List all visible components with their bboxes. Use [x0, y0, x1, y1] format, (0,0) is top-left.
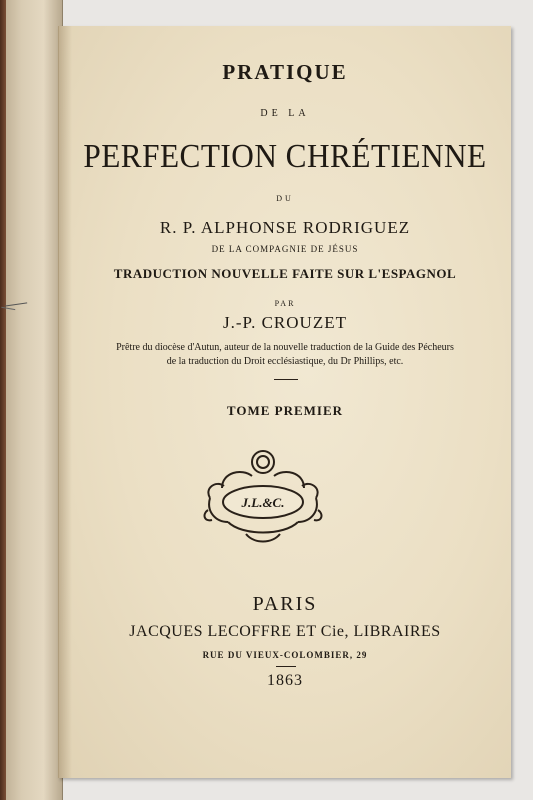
publication-year: 1863 [267, 672, 303, 689]
translation-note: TRADUCTION NOUVELLE FAITE SUR L'ESPAGNOL [113, 266, 457, 281]
title-line-1: PRATIQUE [222, 60, 348, 84]
publisher-emblem [202, 448, 324, 548]
translator-description-2: de la traduction du Droit ecclésiastique, du Dr Phillips, etc. [166, 356, 404, 367]
volume-label: TOME PREMIER [226, 403, 344, 418]
par-label: PAR [274, 299, 296, 308]
title-page [58, 26, 511, 778]
translator-name: J.-P. CROUZET [223, 313, 347, 332]
previous-page-edge [0, 0, 63, 800]
emblem-monogram: J.L.&C. [241, 495, 285, 510]
divider-rule [274, 379, 298, 380]
author-affiliation: DE LA COMPAGNIE DE JÉSUS [211, 244, 359, 254]
title-line-2: DE LA [260, 108, 310, 119]
main-title: PERFECTION CHRÉTIENNE [83, 138, 487, 175]
divider-rule [276, 666, 296, 667]
publisher-address: RUE DU VIEUX-COLOMBIER, 29 [202, 650, 368, 660]
author-name: R. P. ALPHONSE RODRIGUEZ [159, 218, 411, 237]
book-cover-edge [0, 0, 6, 800]
gutter-shadow [58, 26, 72, 778]
translator-description-1: Prêtre du diocèse d'Autun, auteur de la nouvelle traduction de la Guide des Pécheurs [116, 342, 454, 353]
publisher-name: JACQUES LECOFFRE ET Cie, LIBRAIRES [129, 623, 441, 640]
publication-city: PARIS [252, 593, 318, 615]
title-line-du: DU [276, 194, 294, 203]
